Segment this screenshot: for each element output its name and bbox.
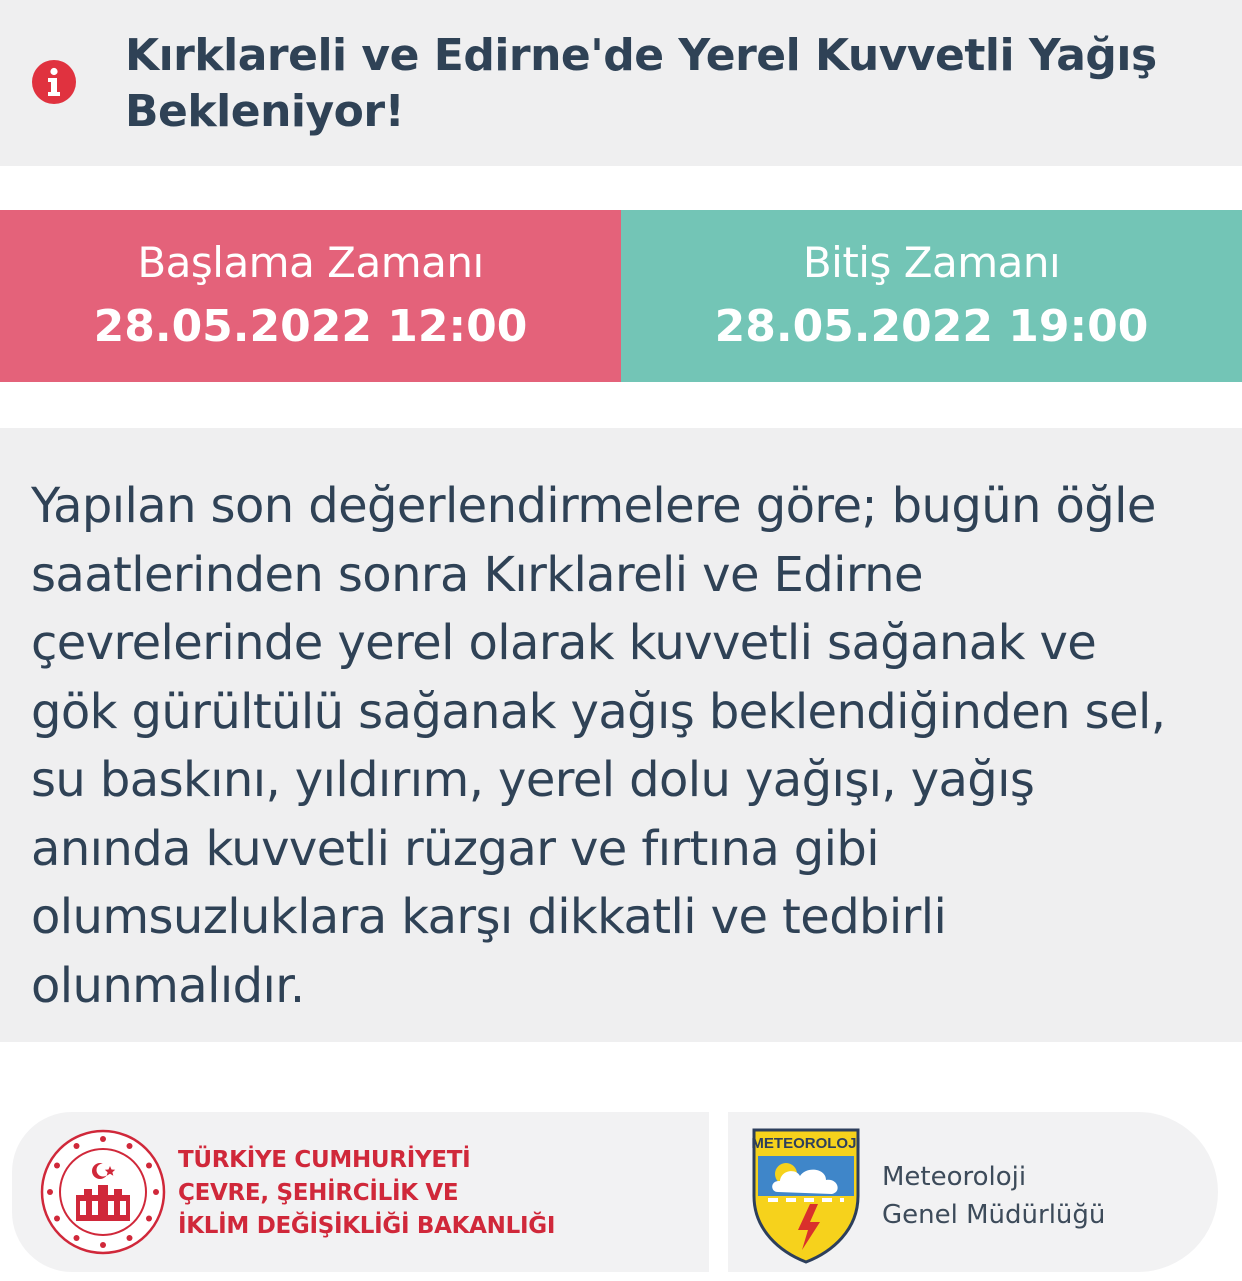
ministry-line-1: TÜRKİYE CUMHURİYETİ xyxy=(178,1147,471,1173)
mgm-badge xyxy=(728,1112,1218,1272)
alert-header xyxy=(0,0,1242,166)
end-time-label: Bitiş Zamanı xyxy=(802,238,1061,287)
start-time-value: 28.05.2022 12:00 xyxy=(93,301,528,352)
alert-body xyxy=(0,428,1242,1042)
ministry-seal-logo xyxy=(40,1129,166,1255)
start-time-box xyxy=(0,210,621,382)
alert-description: Yapılan son değerlendirmelere göre; bugün öğle saatlerinden sonra Kırklareli ve Edirne çevrelerinde yerel olarak kuvvetli sağanak ve gök gürültülü sağanak yağış beklendiğinden sel, su baskını, yıldırım, yerel dolu yağışı, yağış anında kuvvetli rüzgar ve fırtına gibi olumsuzluklara karşı dikkatli ve tedbirli olunmalıdır. xyxy=(31,478,1166,1014)
ministry-name xyxy=(178,1144,698,1243)
mgm-line-2: Genel Müdürlüğü xyxy=(882,1200,1106,1230)
ministry-badge xyxy=(12,1112,709,1272)
ministry-line-2: ÇEVRE, ŞEHİRCİLİK VE xyxy=(178,1180,459,1206)
start-time-label: Başlama Zamanı xyxy=(137,238,484,287)
mgm-line-1: Meteoroloji xyxy=(882,1162,1027,1192)
info-icon xyxy=(31,59,77,105)
mgm-logo-text: METEOROLOJİ xyxy=(751,1135,861,1152)
mgm-name xyxy=(882,1158,1182,1234)
ministry-line-3: İKLİM DEĞİŞİKLİĞİ BAKANLIĞI xyxy=(178,1213,556,1239)
end-time-value: 28.05.2022 19:00 xyxy=(714,301,1149,352)
end-time-box xyxy=(621,210,1242,382)
time-range xyxy=(0,210,1242,382)
alert-title: Kırklareli ve Edirne'de Yerel Kuvvetli Yağış Bekleniyor! xyxy=(125,30,1157,137)
meteoroloji-shield-logo xyxy=(748,1126,864,1264)
